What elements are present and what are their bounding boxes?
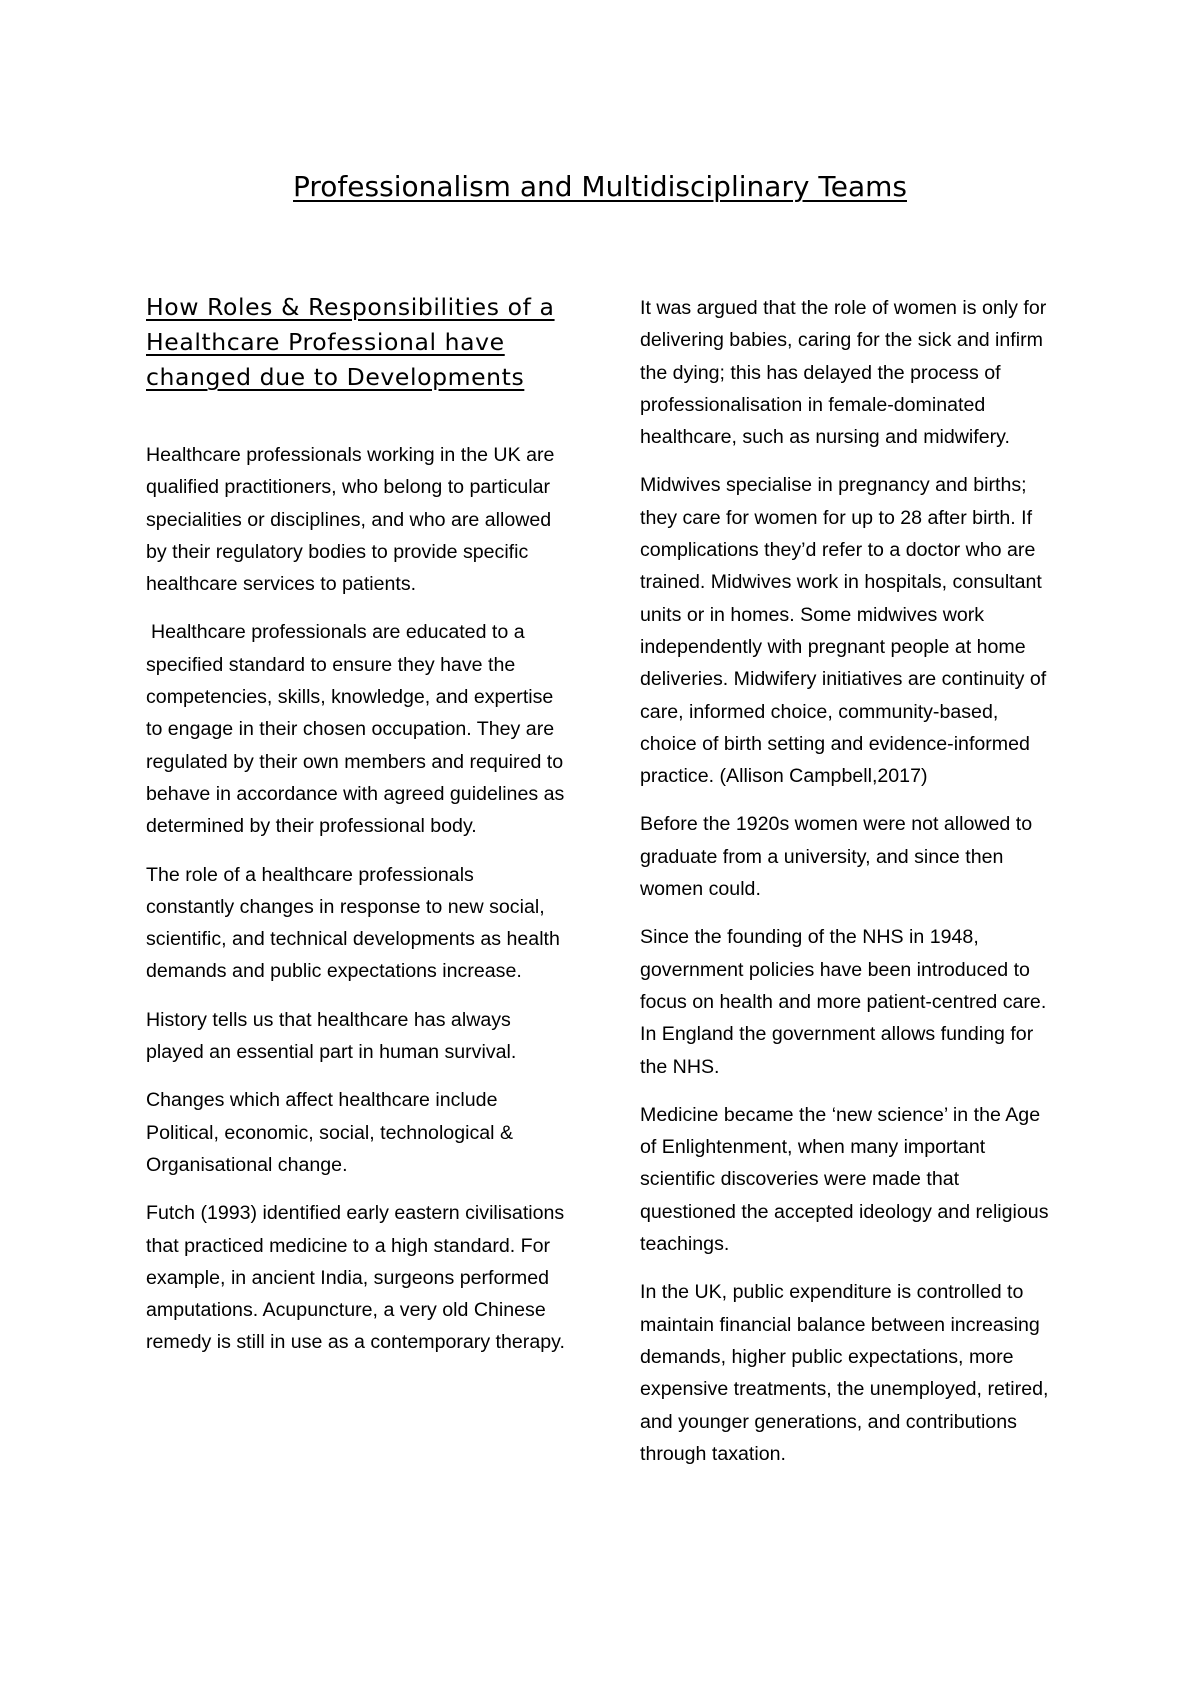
paragraph: Futch (1993) identified early eastern civilisations that practiced medicine to a high standard. For example, in ancient India, surgeons performed amputations. Acupuncture, a very old Chinese remedy is still in use as a contemporary therapy. [146, 1202, 565, 1354]
paragraph: Medicine became the ‘new science’ in the Age of Enlightenment, when many important scientific discoveries were made that questioned the accepted ideology and religious teachings. [640, 1103, 1049, 1256]
paragraph: Before the 1920s women were not allowed to graduate from a university, and since then women could. [640, 813, 1033, 901]
paragraph: Midwives specialise in pregnancy and births; they care for women for up to 28 after birth. If complications they’d refer to a doctor who are trained. Midwives work in hospitals, consultant units or in homes. Some midwives work independently with pregnant people at home deliveries. Midwifery initiatives are continuity of care, informed choice, community-based, choice of birth setting and evidence-informed practice. (Allison Campbell,2017) [640, 474, 1047, 788]
page-title: Professionalism and Multidisciplinary Teams [293, 170, 907, 203]
left-column [146, 290, 566, 1375]
right-column [640, 292, 1060, 1486]
paragraph: In the UK, public expenditure is controlled to maintain financial balance between increasing demands, higher public expectations, more expensive treatments, the unemployed, retired, and younger generations, and contributions through taxation. [640, 1281, 1049, 1465]
paragraph: Healthcare professionals working in the UK are qualified practitioners, who belong to particular specialities or disciplines, and who are allowed by their regulatory bodies to provide specific healthcare services to patients. [146, 444, 555, 596]
paragraph: Since the founding of the NHS in 1948, government policies have been introduced to focus on health and more patient-centred care. In England the government allows funding for the NHS. [640, 926, 1047, 1078]
paragraph: The role of a healthcare professionals constantly changes in response to new social, scientific, and technical developments as health demands and public expectations increase. [146, 863, 560, 983]
paragraph: Healthcare professionals are educated to a specified standard to ensure they have the competencies, skills, knowledge, and expertise to engage in their chosen occupation. They are regulated by their own members and required to behave in accordance with agreed guidelines as determined by their professional body. [146, 621, 565, 838]
paragraph: History tells us that healthcare has always played an essential part in human survival. [146, 1008, 517, 1064]
paragraph: It was argued that the role of women is only for delivering babies, caring for the sick and infirm the dying; this has delayed the process of professionalisation in female-dominated healthcare, such as nursing and midwifery. [640, 297, 1047, 449]
paragraph: Changes which affect healthcare include Political, economic, social, technological & Organisational change. [146, 1089, 514, 1176]
section-heading: How Roles & Responsibilities of a Healthcare Professional have changed due to Developments [146, 293, 555, 391]
